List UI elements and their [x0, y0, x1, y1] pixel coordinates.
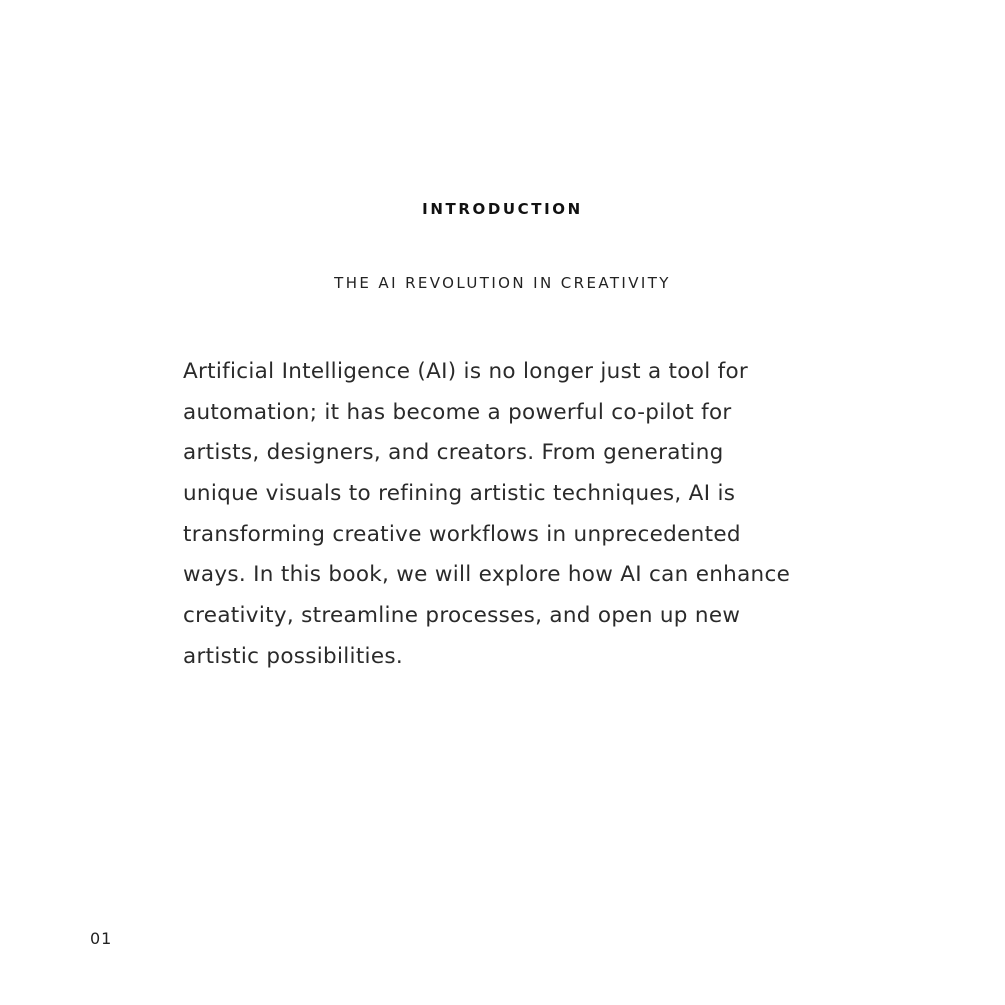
body-line: creativity, streamline processes, and open up new: [183, 603, 741, 629]
body-line: artistic possibilities.: [183, 643, 403, 669]
chapter-label: INTRODUCTION: [422, 200, 583, 218]
chapter-title: THE AI REVOLUTION IN CREATIVITY: [334, 274, 671, 292]
body-line: artists, designers, and creators. From generating: [183, 440, 724, 466]
body-line: ways. In this book, we will explore how AI can enhance: [183, 562, 791, 588]
body-line: Artificial Intelligence (AI) is no longer just a tool for: [183, 359, 749, 384]
body-line: unique visuals to refining artistic techniques, AI is: [183, 481, 736, 507]
body-paragraph: [183, 352, 863, 678]
page-number: 01: [90, 929, 113, 948]
body-line: transforming creative workflows in unprecedented: [183, 521, 741, 547]
body-line: automation; it has become a powerful co-pilot for: [183, 399, 732, 425]
